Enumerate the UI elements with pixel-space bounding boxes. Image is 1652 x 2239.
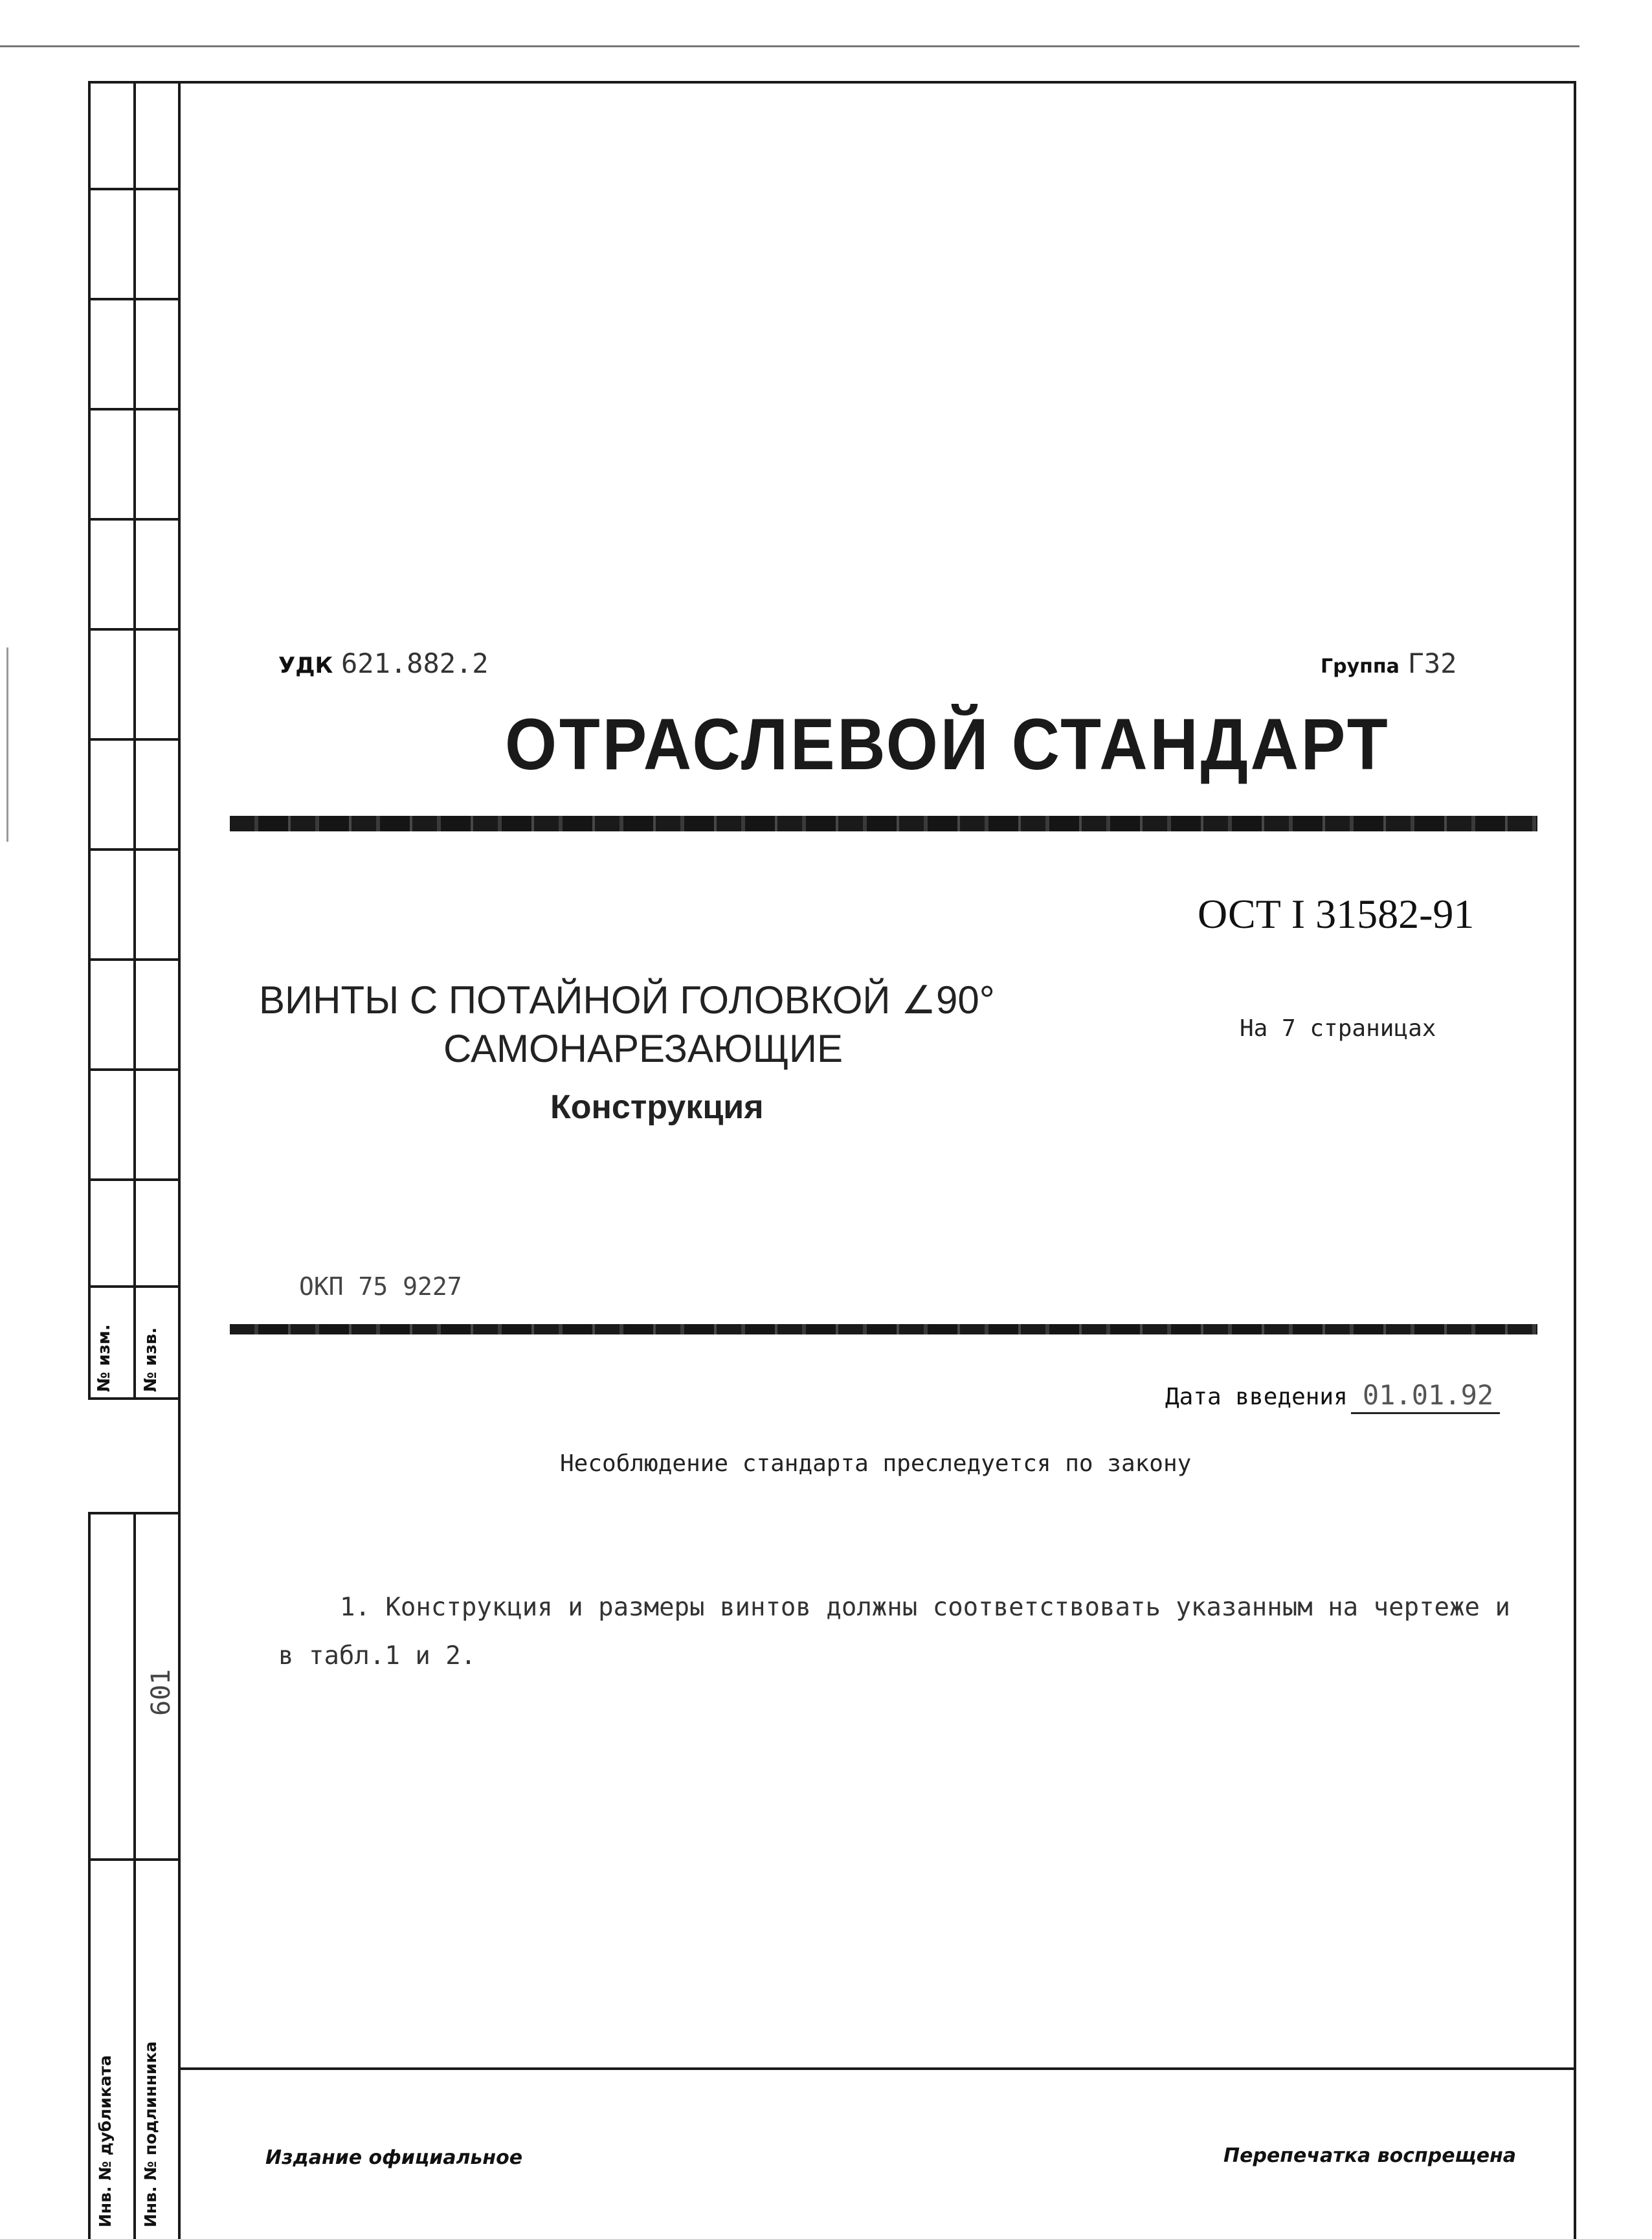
- udk-value: 621.882.2: [341, 647, 489, 679]
- sidebar-cell-line: [88, 738, 181, 741]
- frame-left: [178, 81, 181, 2239]
- date-value: 01.01.92: [1351, 1379, 1500, 1414]
- sidebar-cell-line: [88, 958, 181, 961]
- sidebar-cell-line: [88, 1068, 181, 1071]
- sidebar-notice-no: № изв.: [141, 1327, 161, 1392]
- standard-subtitle: Конструкция: [550, 1088, 764, 1126]
- standard-name-line1: ВИНТЫ С ПОТАЙНОЙ ГОЛОВКОЙ ∠90°: [259, 978, 995, 1022]
- sidebar-cell-line: [88, 518, 181, 521]
- sidebar-cell-line: [88, 1285, 181, 1288]
- group-value: Г32: [1407, 647, 1457, 679]
- footer-divider: [178, 2067, 1576, 2070]
- standard-name-line2: САМОНАРЕЗАЮЩИЕ: [443, 1027, 843, 1070]
- footer-official-edition: Издание официальное: [265, 2146, 523, 2169]
- page-count: На 7 страницах: [1240, 1015, 1436, 1042]
- sidebar-cell-line: [88, 1178, 181, 1181]
- sidebar-inventory-number: 601: [146, 1669, 176, 1716]
- sidebar-cell-line: [88, 1397, 181, 1400]
- document-title: ОТРАСЛЕВОЙ СТАНДАРТ: [505, 704, 1390, 785]
- frame-top: [178, 81, 1576, 84]
- group-line: [1321, 647, 1457, 679]
- sidebar-cell-line: [88, 408, 181, 411]
- standard-number: ОСТ I 31582-91: [1198, 891, 1475, 937]
- sidebar-lower-outer-line: [88, 1512, 91, 2239]
- left-edge-mark: [6, 647, 8, 842]
- body-paragraph-line1: 1. Конструкция и размеры винтов должны соответствовать указанным на чертеже и: [340, 1593, 1510, 1622]
- udk-label: УДК: [278, 653, 333, 679]
- sidebar-duplicate-inv: Инв. № дубликата: [96, 2055, 115, 2227]
- okp-rule: [230, 1324, 1537, 1334]
- sidebar-cell-line: [88, 628, 181, 631]
- date-line: [1165, 1379, 1500, 1414]
- title-rule: [230, 816, 1537, 831]
- sidebar-top-line: [88, 81, 181, 84]
- udk-line: [278, 647, 489, 679]
- sidebar-cell-line: [88, 848, 181, 851]
- top-edge-line: [0, 45, 1579, 47]
- body-paragraph-line2: в табл.1 и 2.: [278, 1641, 476, 1671]
- sidebar-original-inv: Инв. № подлинника: [141, 2041, 160, 2227]
- date-label: Дата введения: [1165, 1384, 1348, 1410]
- sidebar-lower-top-line: [88, 1512, 181, 1514]
- group-label: Группа: [1321, 655, 1400, 678]
- legal-warning: Несоблюдение стандарта преследуется по закону: [560, 1450, 1192, 1477]
- sidebar-lower-cell-line: [88, 1858, 181, 1861]
- sidebar-cell-line: [88, 188, 181, 190]
- okp-code: ОКП 75 9227: [299, 1272, 462, 1301]
- footer-reprint-prohibited: Перепечатка воспрещена: [1223, 2144, 1517, 2167]
- sidebar-lower-middle-line: [133, 1512, 136, 2239]
- sidebar-change-no: № изм.: [95, 1324, 114, 1392]
- sidebar-cell-line: [88, 298, 181, 300]
- frame-right: [1574, 81, 1576, 2239]
